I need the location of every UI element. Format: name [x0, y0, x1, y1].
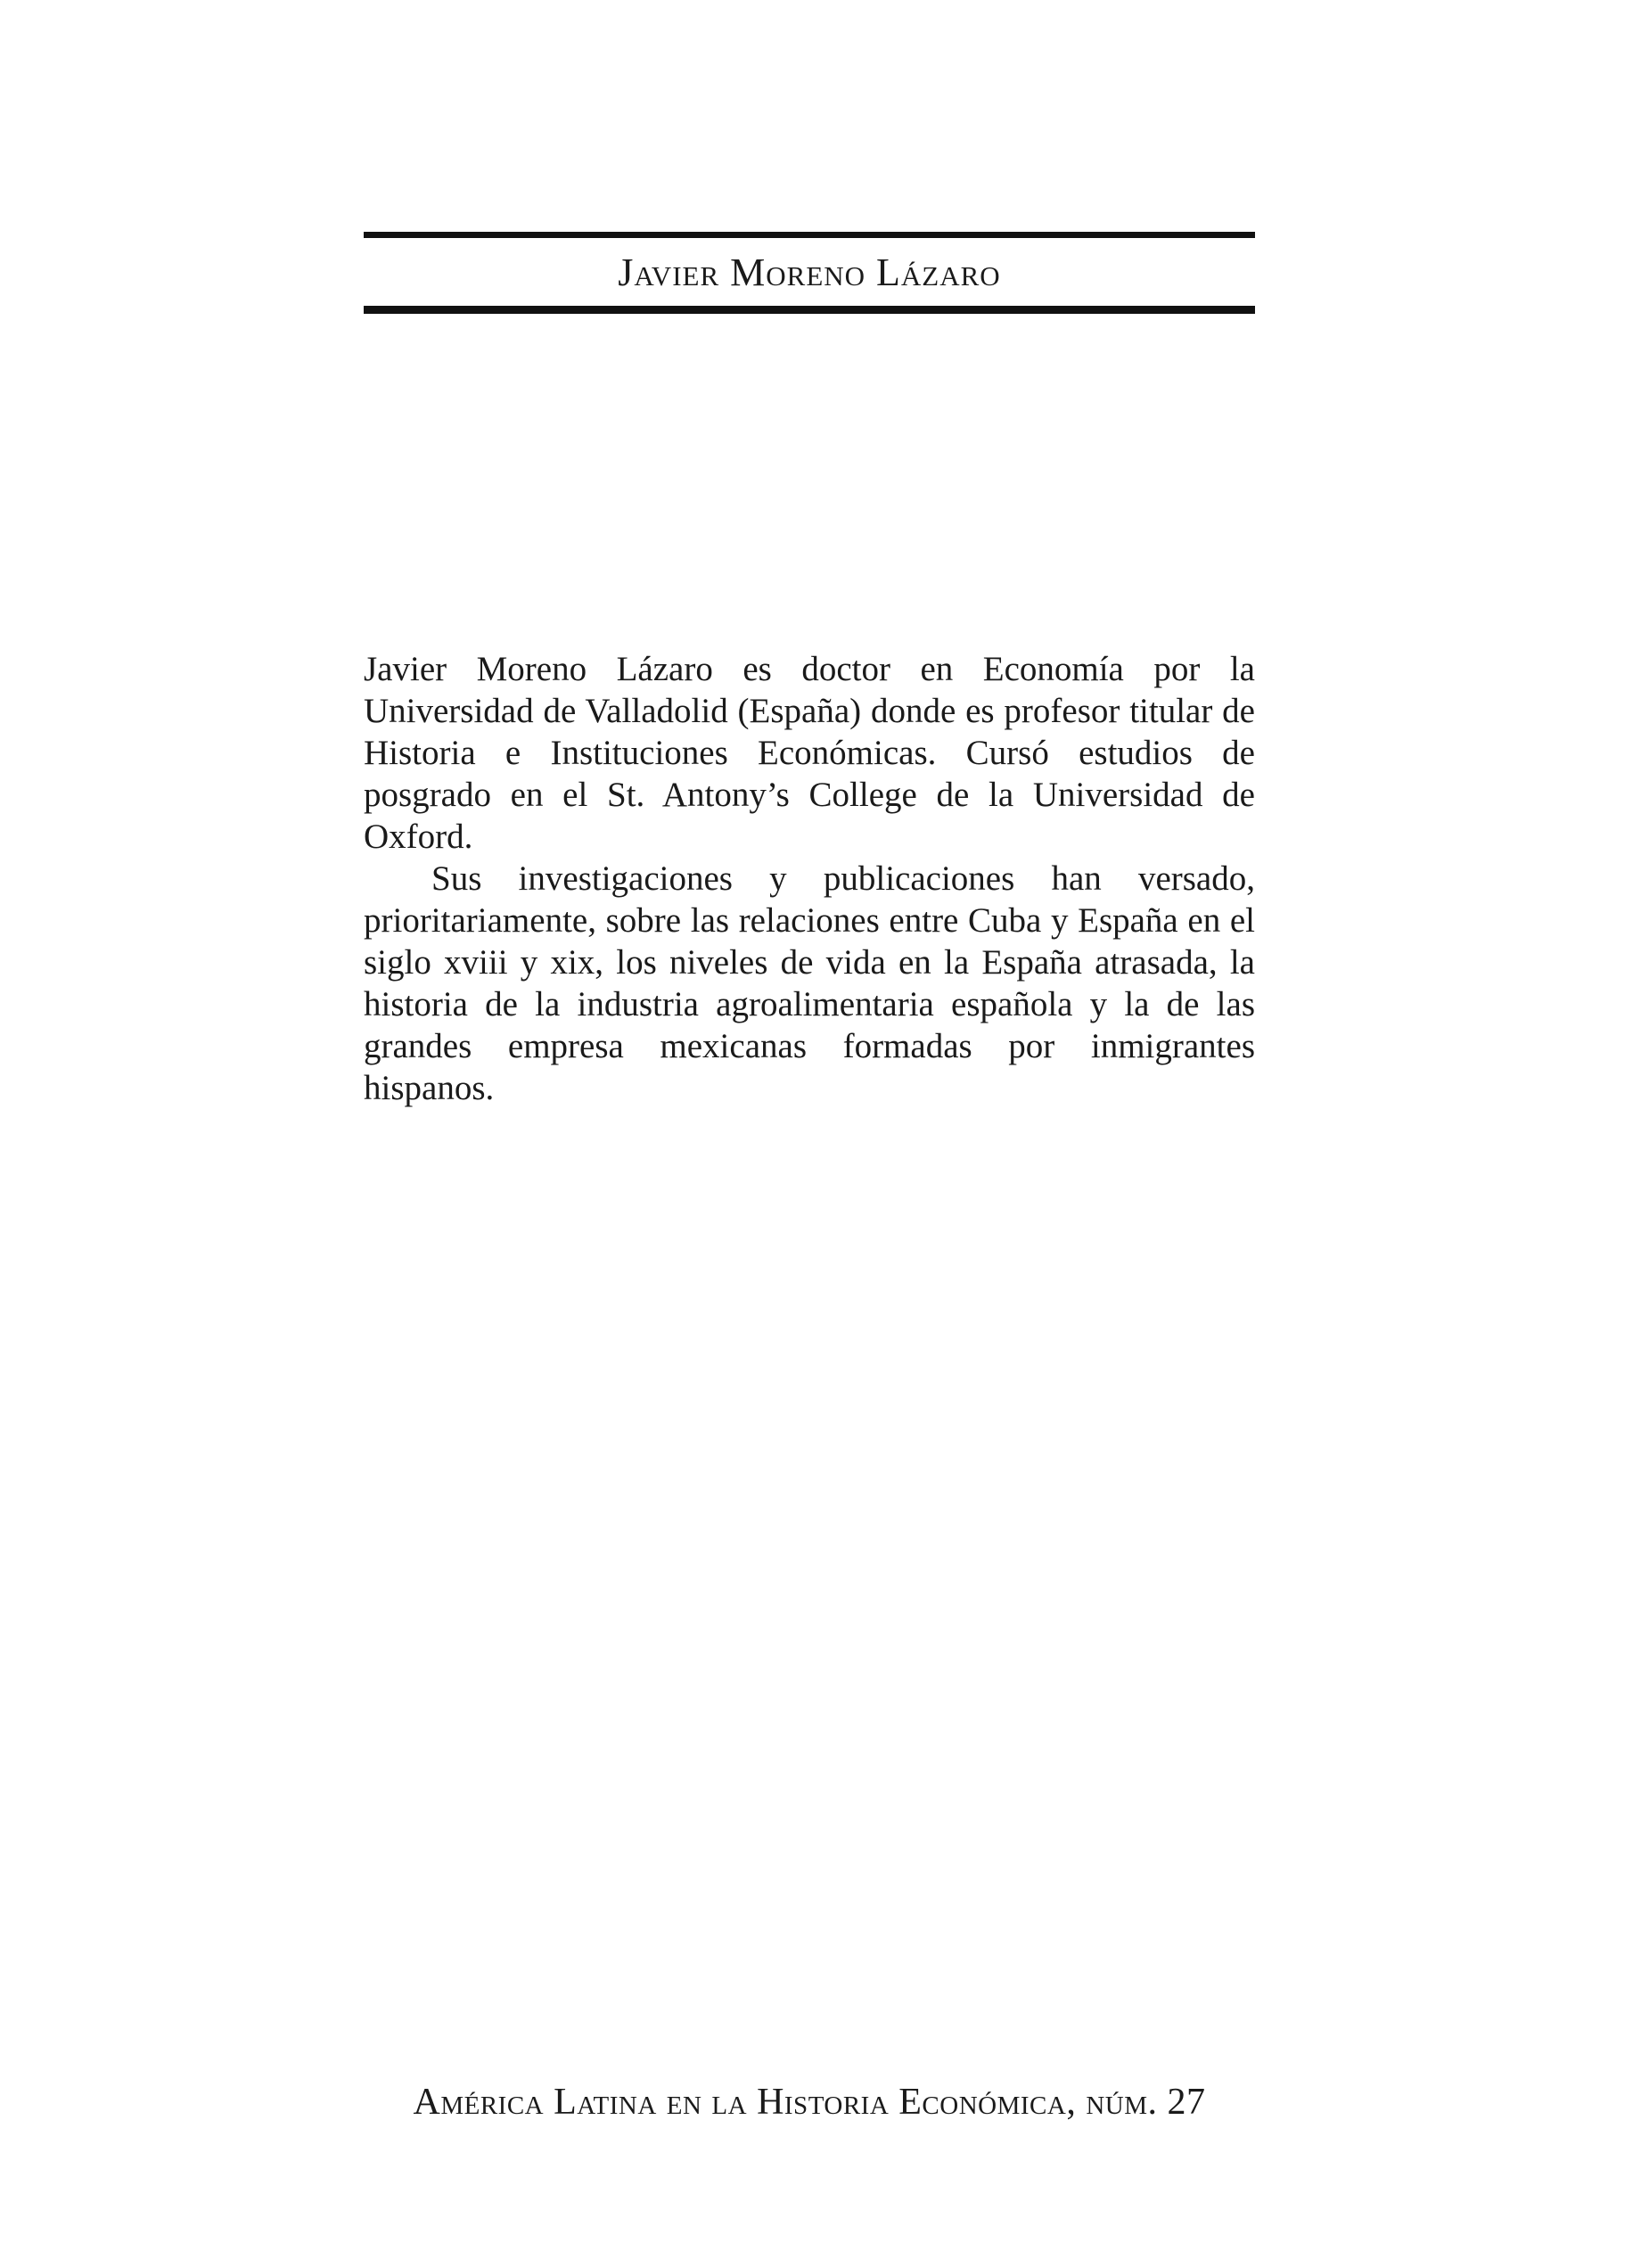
header-bottom-rule — [364, 306, 1255, 314]
journal-footer: América Latina en la Historia Económica, núm. 27 — [413, 2082, 1206, 2123]
running-header — [364, 232, 1255, 314]
bio-paragraph-1: Javier Moreno Lázaro es doctor en Economía por la Universidad de Valladolid (España) donde es profesor titular de Historia e Instituciones Económicas. Cursó estudios de posgrado en el St. Antony’s College de la Universidad de Oxford. — [364, 650, 1255, 856]
author-name-heading: Javier Moreno Lázaro — [618, 250, 1001, 294]
header-top-rule — [364, 232, 1255, 238]
bio-paragraph-2: Sus investigaciones y publicaciones han versado, prioritariamente, sobre las relaciones entre Cuba y España en el siglo xviii y xix, los niveles de vida en la España atrasada, la historia de la industria agroalimentaria española y la de las grandes empresa mexicanas formadas por inmigrantes hispanos. — [364, 859, 1255, 1107]
author-biography — [364, 648, 1255, 1109]
